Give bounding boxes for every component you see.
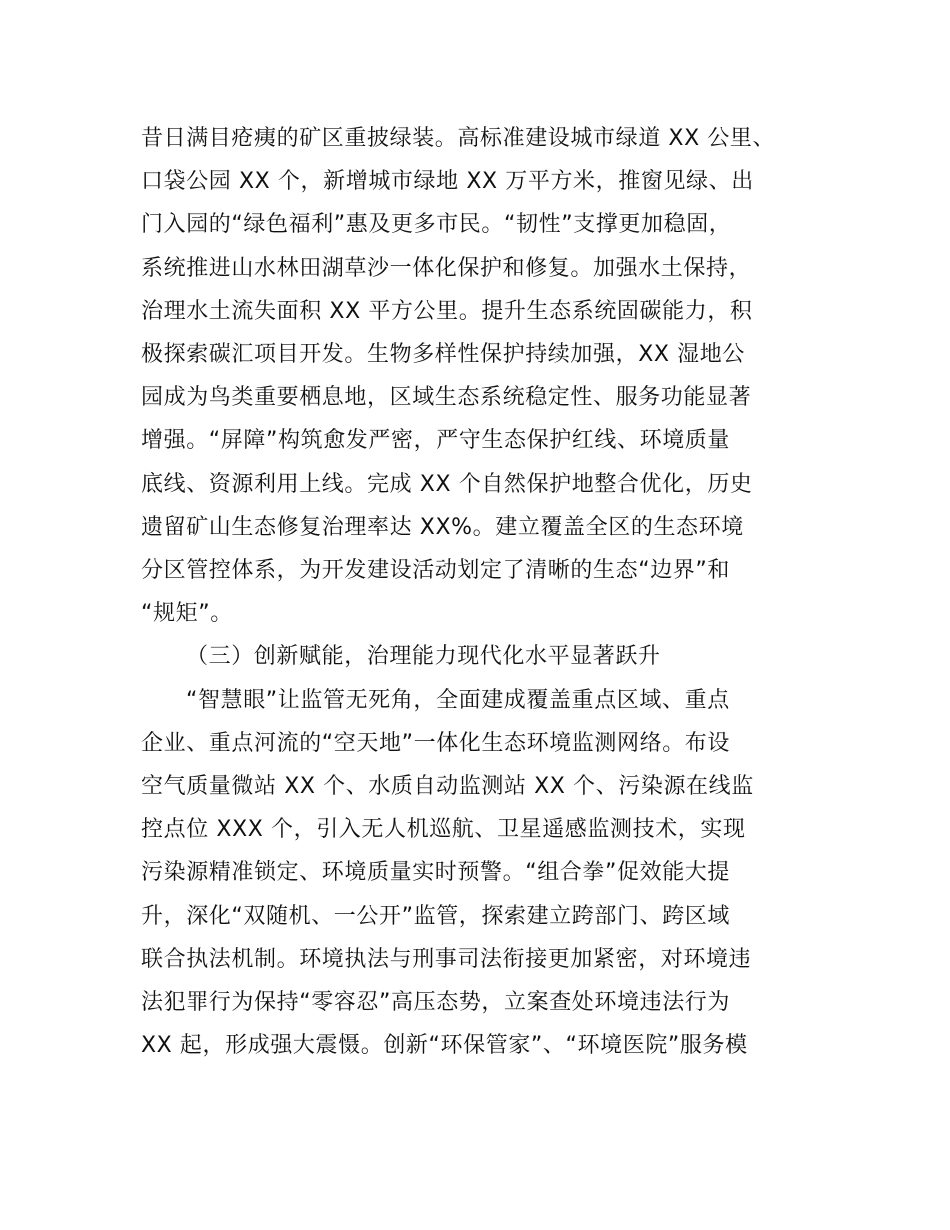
text-line: 系统推进山水林田湖草沙一体化保护和修复。加强水土保持， (141, 255, 752, 281)
paragraph-ecological-restoration (141, 117, 821, 635)
text-line: 昔日满目疮痍的矿区重披绿装。高标准建设城市绿道 XX 公里、 (141, 126, 776, 151)
text-line: “智慧眼”让监管无死角，全面建成覆盖重点区域、重点 (186, 687, 730, 713)
text-line: 控点位 XXX 个，引入无人机巡航、卫星遥感监测技术，实现 (141, 817, 746, 843)
text-line: 增强。“屏障”构筑愈发严密，严守生态保护红线、环境质量 (141, 428, 730, 454)
text-line: 分区管控体系，为开发建设活动划定了清晰的生态“边界”和 (141, 558, 730, 584)
text-line: 企业、重点河流的“空天地”一体化生态环境监测网络。布设 (141, 730, 730, 756)
text-line: 升，深化“双随机、一公开”监管，探索建立跨部门、跨区域 (141, 903, 730, 929)
text-line: 门入园的“绿色福利”惠及更多市民。“韧性”支撑更加稳固， (141, 212, 732, 238)
text-line: 园成为鸟类重要栖息地，区域生态系统稳定性、服务功能显著 (141, 385, 752, 411)
section-heading: （三）创新赋能，治理能力现代化水平显著跃升 (186, 644, 661, 670)
text-line: 空气质量微站 XX 个、水质自动监测站 XX 个、污染源在线监 (141, 774, 754, 800)
paragraph-innovation-governance (141, 679, 821, 1068)
text-line: 治理水土流失面积 XX 平方公里。提升生态系统固碳能力，积 (141, 298, 753, 324)
text-line: 法犯罪行为保持“零容忍”高压态势，立案查处环境违法行为 (141, 990, 730, 1016)
text-line: 极探索碳汇项目开发。生物多样性保护持续加强，XX 湿地公 (141, 342, 745, 368)
text-line: 污染源精准锁定、环境质量实时预警。“组合拳”促效能大提 (141, 860, 730, 886)
text-line: 遗留矿山生态修复治理率达 XX%。建立覆盖全区的生态环境 (141, 514, 744, 540)
text-line: 底线、资源利用上线。完成 XX 个自然保护地整合优化，历史 (141, 471, 753, 497)
text-line: XX 起，形成强大震慑。创新“环保管家”、“环境医院”服务模 (141, 1033, 748, 1059)
text-line: 联合执法机制。环境执法与刑事司法衔接更加紧密，对环境违 (141, 946, 752, 972)
text-line: “规矩”。 (141, 601, 233, 627)
document-body (141, 117, 821, 1067)
text-line: 口袋公园 XX 个，新增城市绿地 XX 万平方米，推窗见绿、出 (141, 169, 754, 195)
